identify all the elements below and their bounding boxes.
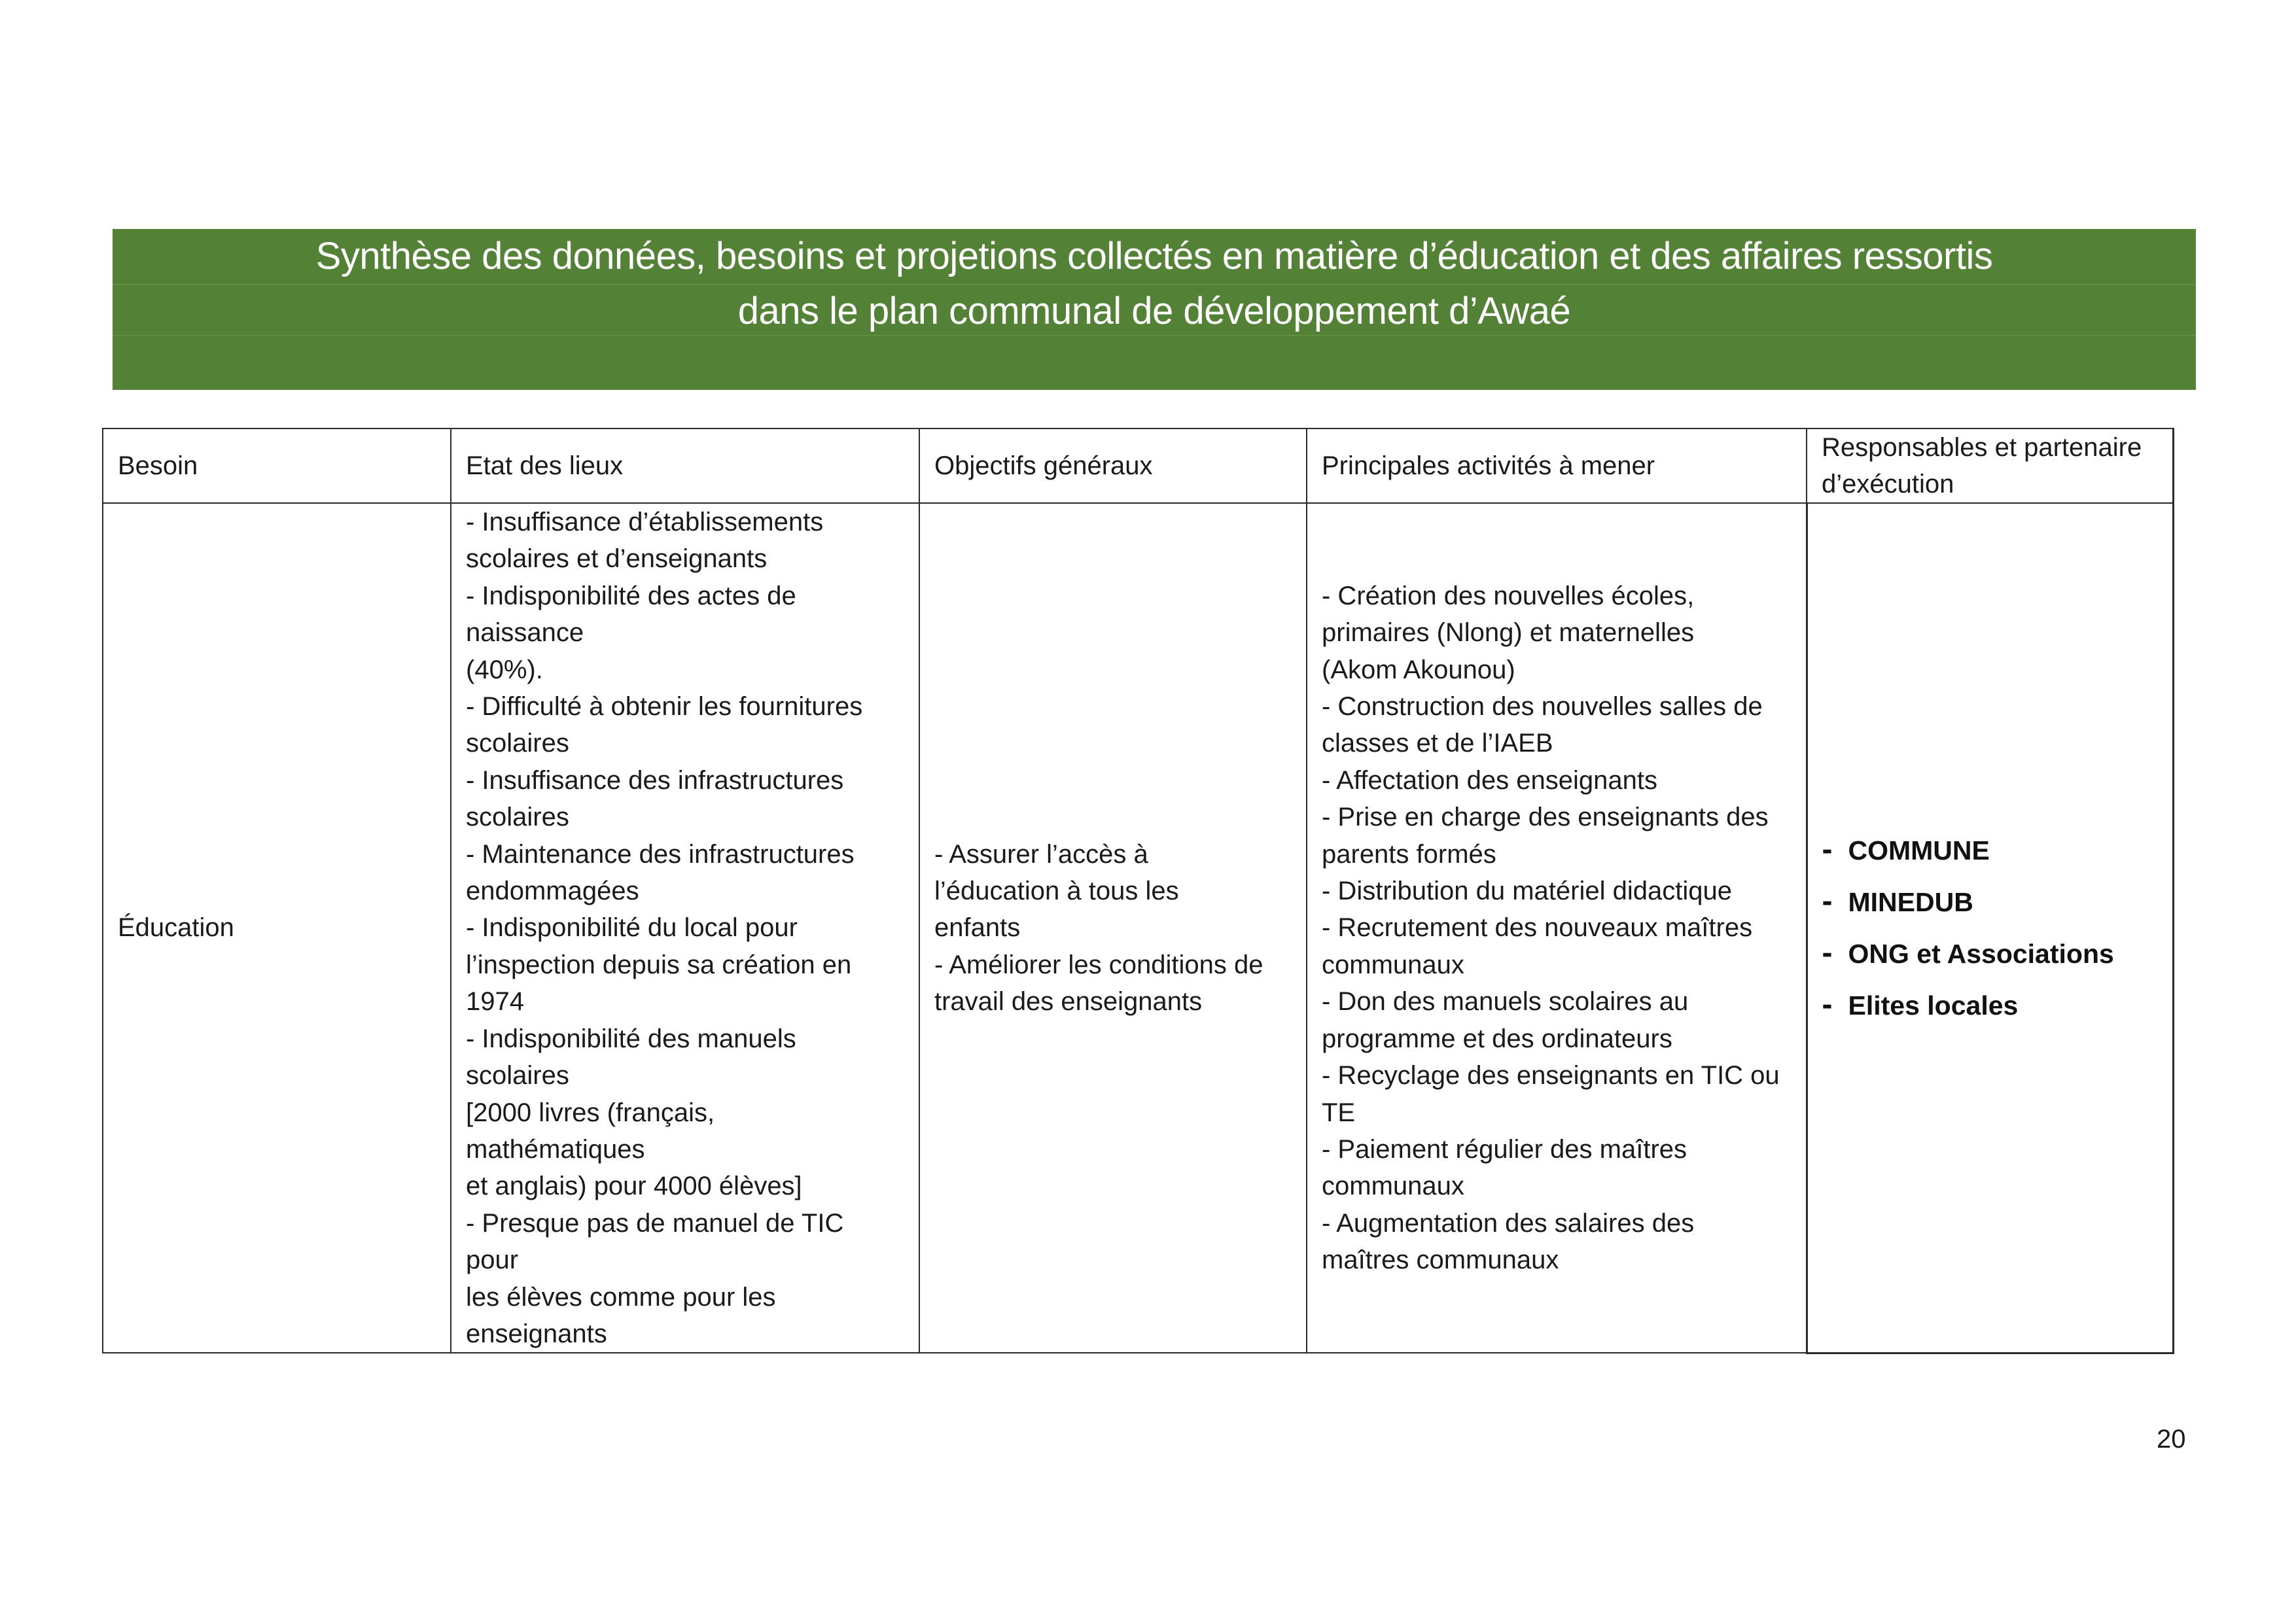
responsable-label: ONG et Associations xyxy=(1848,939,2114,969)
cell-responsables xyxy=(1807,503,2173,1353)
header-etat-des-lieux: Etat des lieux xyxy=(451,428,919,503)
header-principales-activites: Principales activités à mener xyxy=(1307,428,1807,503)
table-header-row xyxy=(103,428,2173,503)
responsable-label: MINEDUB xyxy=(1848,887,1973,918)
banner-divider xyxy=(113,335,2196,336)
header-besoin: Besoin xyxy=(103,428,451,503)
banner-title-line-1: Synthèse des données, besoins et projetions collectés en matière d’éducation et des affaires ressortis xyxy=(315,235,1993,277)
banner-divider xyxy=(113,284,2196,285)
cell-objectifs-generaux: - Assurer l’accès à l’éducation à tous les enfants - Améliorer les conditions de travail des enseignants xyxy=(919,503,1307,1353)
responsable-label: Elites locales xyxy=(1848,990,2019,1021)
list-dash: - xyxy=(1822,884,1833,919)
responsable-item xyxy=(1822,824,2172,876)
responsable-item xyxy=(1822,876,2172,928)
responsable-label: COMMUNE xyxy=(1848,835,1990,866)
list-dash: - xyxy=(1822,987,1833,1022)
list-dash: - xyxy=(1822,935,1833,971)
cell-principales-activites: - Création des nouvelles écoles, primaires (Nlong) et maternelles (Akom Akounou) - Construction des nouvelles salles de classes et de l’IAEB - Affectation des enseignants - Prise en charge des enseignants des parents formés - Distribution du matériel didactique - Recrutement des nouveaux maîtres communaux - Don des manuels scolaires au programme et des ordinateurs - Recyclage des enseignants en TIC ou TE - Paiement régulier des maîtres communaux - Augmentation des salaires des maîtres communaux xyxy=(1307,503,1807,1353)
table-row xyxy=(103,503,2173,1353)
header-objectifs-generaux: Objectifs généraux xyxy=(919,428,1307,503)
header-responsables: Responsables et partenaire d’exécution xyxy=(1807,428,2173,503)
title-banner xyxy=(113,229,2196,390)
responsable-item xyxy=(1822,979,2172,1031)
list-dash: - xyxy=(1822,832,1833,867)
synthesis-table xyxy=(102,428,2174,1354)
page-number: 20 xyxy=(2157,1425,2186,1454)
banner-title-line-2: dans le plan communal de développement d’Awaé xyxy=(737,290,1571,332)
cell-besoin: Éducation xyxy=(103,503,451,1353)
cell-etat-des-lieux: - Insuffisance d’établissements scolaires et d’enseignants - Indisponibilité des actes de naissance (40%). - Difficulté à obtenir les fournitures scolaires - Insuffisance des infrastructures scolaires - Maintenance des infrastructures endommagées - Indisponibilité du local pour l’inspection depuis sa création en 1974 - Indisponibilité des manuels scolaires [2000 livres (français, mathématiques et anglais) pour 4000 élèves] - Presque pas de manuel de TIC pour les élèves comme pour les enseignants xyxy=(451,503,919,1353)
responsable-item xyxy=(1822,928,2172,979)
